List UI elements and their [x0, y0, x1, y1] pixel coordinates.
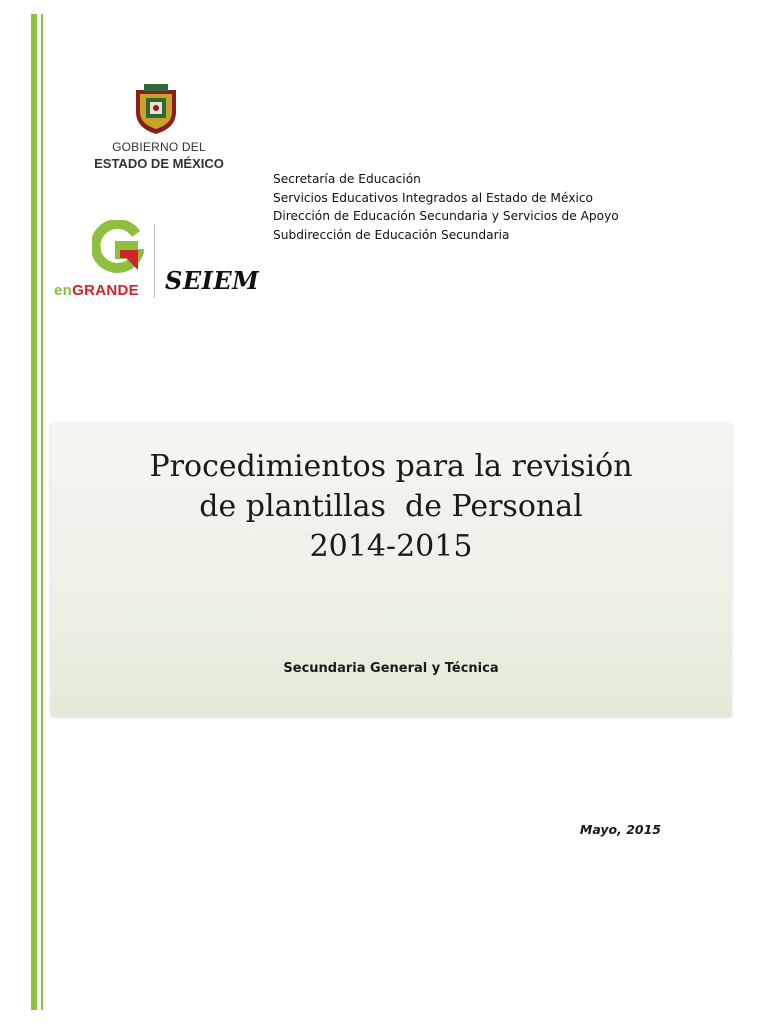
department-line: Secretaría de Educación: [273, 172, 421, 186]
g-letter-icon: [92, 220, 144, 276]
title-box: [51, 423, 731, 716]
department-block: [273, 170, 619, 244]
department-line: Subdirección de Educación Secundaria: [273, 227, 510, 242]
logo-divider: [154, 224, 155, 298]
document-subtitle: Secundaria General y Técnica: [283, 661, 499, 676]
title-line: Procedimientos para la revisión: [149, 449, 633, 484]
engrande-en: en: [54, 282, 73, 299]
document-date: Mayo, 2015: [579, 822, 661, 837]
engrande-wordmark: [54, 282, 139, 299]
left-border-thick: [31, 14, 37, 1010]
department-line: Servicios Educativos Integrados al Estado de México: [273, 190, 593, 205]
gem-logo-line2: ESTADO DE MÉXICO: [94, 156, 224, 171]
title-line: de plantillas de Personal: [199, 489, 583, 524]
gem-logo-text: [48, 0, 270, 200]
engrande-grande: GRANDE: [72, 282, 139, 299]
title-line: 2014-2015: [309, 529, 473, 564]
department-line: Dirección de Educación Secundaria y Servicios de Apoyo: [273, 209, 619, 223]
gem-logo-line1: GOBIERNO DEL: [112, 140, 206, 154]
left-border-thin: [41, 14, 43, 1010]
seiem-wordmark: SEIEM: [165, 266, 260, 295]
document-title: [51, 447, 731, 567]
